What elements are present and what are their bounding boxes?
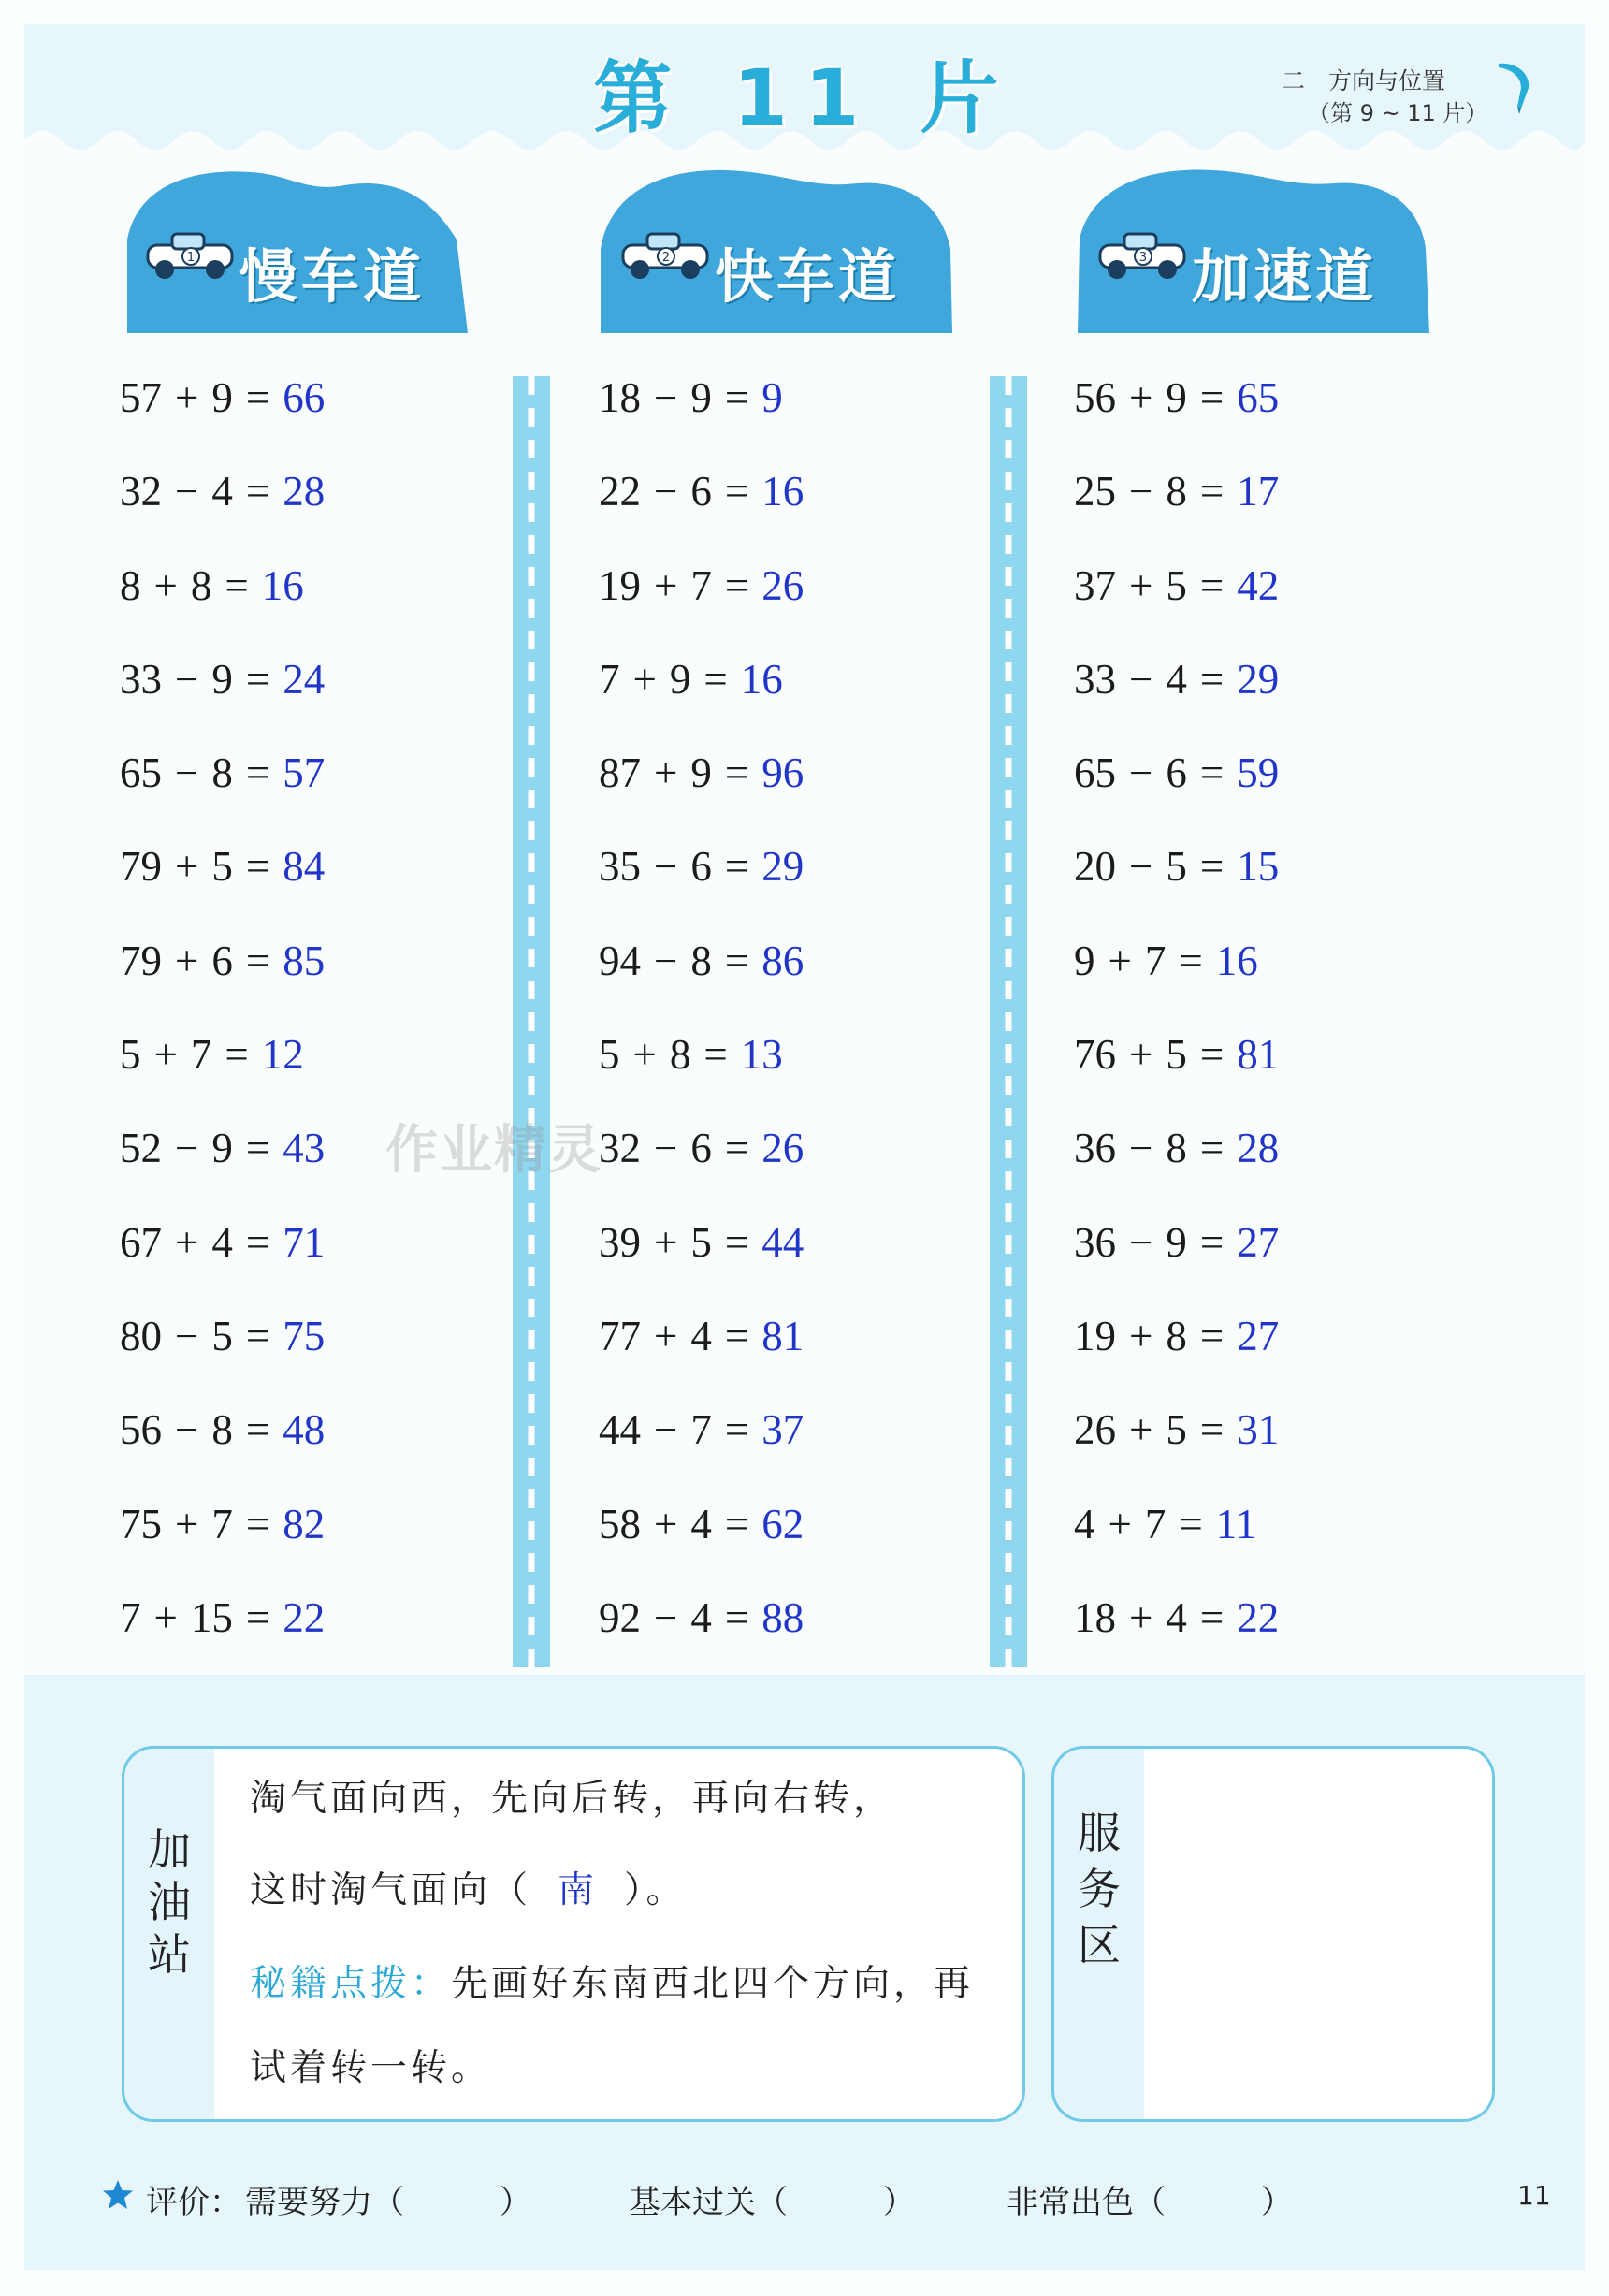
equation-row [599,1496,879,1590]
operator: − [654,374,678,421]
operand-a: 7 [599,655,620,703]
operand-a: 76 [1074,1031,1116,1079]
operand-a: 36 [1074,1218,1116,1266]
answer-value: 26 [761,1125,804,1172]
operand-b: 15 [190,1593,233,1641]
operator: − [175,749,199,797]
operator: + [654,1500,678,1548]
problem-column-slow [120,370,400,1683]
operand-a: 94 [599,937,641,984]
operand-a: 5 [120,1031,141,1079]
operand-b: 4 [1166,655,1187,703]
operand-b: 8 [1166,1125,1187,1172]
operand-b: 6 [1166,749,1187,797]
equation-row [1074,463,1355,557]
operand-a: 87 [599,749,641,797]
equation-row [1074,651,1355,745]
operator: + [1129,561,1153,609]
answer-value: 26 [761,561,804,609]
operator: + [632,1031,657,1079]
operand-a: 26 [1074,1406,1116,1454]
equals-sign: = [724,374,749,421]
gas-station-label: 加油站 [148,1824,191,1980]
service-area-label: 服务区 [1078,1808,1121,1970]
answer-value: 15 [1237,843,1280,891]
equation-row [120,745,400,838]
operand-a: 80 [120,1312,162,1359]
operator: − [654,1125,678,1172]
operand-b: 5 [211,1312,233,1359]
operator: − [1129,749,1153,797]
equals-sign: = [245,1218,270,1266]
answer-value: 44 [761,1218,804,1266]
operator: − [1129,843,1153,891]
operator: + [1129,1031,1153,1079]
equation-row [599,370,879,463]
equals-sign: = [724,937,749,984]
answer-value: 43 [283,1125,326,1172]
answer-value: 75 [283,1312,326,1359]
operator: − [654,468,678,516]
answer-value: 88 [761,1593,804,1641]
operand-b: 9 [211,1125,233,1172]
equals-sign: = [724,1218,749,1266]
answer-value: 16 [1215,937,1258,984]
operator: + [1129,1406,1153,1454]
operator: − [1129,655,1153,703]
operand-b: 8 [669,1031,691,1079]
equation-row [120,1214,400,1308]
equation-row [1074,933,1355,1026]
operand-a: 19 [1074,1312,1116,1359]
equation-row [1074,1402,1355,1495]
answer-value: 82 [283,1500,326,1548]
lane-header-fast [595,165,960,333]
answer-value: 96 [761,749,804,797]
lane-title: 慢车道 [239,242,426,311]
operand-b: 7 [1144,1500,1167,1548]
equals-sign: = [245,1312,270,1359]
operand-b: 9 [211,655,233,703]
operator: + [632,655,657,703]
operand-a: 79 [120,843,162,891]
problem-column-fast [599,370,879,1683]
equals-sign: = [1199,374,1225,421]
equals-sign: = [1199,468,1225,516]
equals-sign: = [1199,1593,1225,1641]
operand-a: 79 [120,937,162,984]
answer-value: 27 [1237,1312,1280,1359]
car-number: 3 [1138,251,1148,265]
operand-b: 7 [211,1500,233,1548]
answer-value: 28 [1237,1125,1280,1172]
equation-row [120,1402,400,1495]
operand-a: 77 [599,1312,641,1359]
operator: − [654,1406,678,1454]
answer-value: 86 [761,937,804,984]
equals-sign: = [245,843,270,891]
equals-sign: = [245,374,270,421]
answer-value: 29 [1237,655,1280,703]
equals-sign: = [1179,1500,1203,1548]
equals-sign: = [245,1500,270,1548]
question-line-2 [250,1861,687,1913]
equation-row [599,1308,879,1402]
answer-value: 59 [1237,749,1280,797]
operator: − [1129,1125,1153,1172]
operand-a: 56 [120,1406,162,1454]
operator: + [153,1593,178,1641]
operand-b: 6 [211,937,233,984]
equals-sign: = [724,843,749,891]
operand-b: 5 [1166,843,1187,891]
equals-sign: = [724,1312,749,1359]
equals-sign: = [703,655,728,703]
operator: − [175,1406,199,1454]
operand-b: 8 [690,937,712,984]
equals-sign: = [1199,561,1225,609]
equals-sign: = [245,655,270,703]
mid-band [24,1675,1585,1727]
equation-row [1074,558,1355,651]
operand-a: 65 [1074,749,1116,797]
answer-value: 南 [558,1869,599,1911]
operand-b: 4 [690,1500,712,1548]
operand-a: 33 [120,655,162,703]
equation-row [1074,1120,1355,1213]
question-line-2-start: 这时淘气面向（ [250,1869,532,1911]
equals-sign: = [245,468,270,516]
equals-sign: = [225,561,249,609]
equals-sign: = [724,561,749,609]
operator: − [654,843,678,891]
operator: + [1108,1500,1132,1548]
operator: − [175,468,199,516]
operator: + [175,843,199,891]
tip-line-2: 试着转一转。 [250,2047,492,2089]
equation-row [120,838,400,932]
equation-row [1074,1590,1355,1683]
operator: + [175,374,199,421]
operator: + [175,1218,199,1266]
equation-row [120,1120,400,1213]
equation-row [120,558,400,651]
answer-value: 31 [1237,1406,1280,1454]
answer-value: 24 [283,655,326,703]
equals-sign: = [245,1593,270,1641]
section-range: （第 9 ~ 11 片） [1308,100,1488,126]
operand-a: 65 [120,749,162,797]
section-unit: 二 方向与位置 [1282,67,1446,94]
operand-a: 39 [599,1218,641,1266]
page-number: 11 [1517,2180,1551,2211]
equation-row [120,651,400,745]
rating-prefix: 评价： [146,2184,241,2221]
car-number: 2 [661,251,671,265]
operand-b: 6 [690,1125,712,1172]
equation-row [599,558,879,651]
operand-b: 6 [690,843,712,891]
operand-b: 9 [690,374,712,421]
answer-value: 16 [740,655,783,703]
lane-title: 加速道 [1192,242,1378,311]
answer-value: 29 [761,843,804,891]
lane-header-slow [120,165,485,333]
equals-sign: = [245,1125,270,1172]
operand-b: 7 [690,1406,712,1454]
operator: − [175,1312,199,1359]
operand-a: 56 [1074,374,1116,421]
equals-sign: = [703,1031,728,1079]
equals-sign: = [225,1031,249,1079]
operator: + [654,561,678,609]
rating-needs-effort[interactable]: 需要努力（ ） [245,2184,531,2221]
operator: − [1129,1218,1153,1266]
rating-excellent[interactable]: 非常出色（ ） [1007,2184,1293,2221]
equals-sign: = [1199,843,1225,891]
equation-row [1074,1026,1355,1120]
gas-station-box [122,1746,1025,2122]
operator: − [654,1593,678,1641]
operator: + [654,749,678,797]
operand-b: 8 [211,749,233,797]
operand-b: 8 [211,1406,233,1454]
equation-row [120,1496,400,1590]
operator: − [175,655,199,703]
question-line-1: 淘气面向西，先向后转，再向右转， [250,1778,894,1820]
equals-sign: = [245,749,270,797]
lane-divider [990,376,1027,1667]
star-icon [101,2178,135,2212]
equation-row [120,1590,400,1683]
answer-value: 12 [261,1031,304,1079]
equation-row [1074,1496,1355,1590]
service-area-content [1144,1749,1492,2119]
equation-row [599,463,879,557]
operand-a: 33 [1074,655,1116,703]
operand-a: 9 [1074,937,1095,984]
equation-row [1074,370,1355,463]
operand-a: 18 [599,374,641,421]
equals-sign: = [1179,937,1203,984]
operand-a: 18 [1074,1593,1116,1641]
equation-row [599,1590,879,1683]
operator: + [153,1031,178,1079]
equals-sign: = [1199,1218,1225,1266]
tip-line-1 [250,1955,974,2007]
equation-row [120,370,400,463]
operator: + [654,1312,678,1359]
answer-value: 16 [761,468,804,516]
operator: + [1129,374,1153,421]
operand-b: 7 [690,561,712,609]
operand-b: 4 [211,1218,233,1266]
operand-b: 5 [690,1218,712,1266]
answer-value: 27 [1237,1218,1280,1266]
race-car-icon [614,226,717,283]
equals-sign: = [724,749,749,797]
equation-row [1074,1308,1355,1402]
equation-row [599,838,879,932]
equation-row [599,1120,879,1213]
operand-a: 75 [120,1500,162,1548]
answer-value: 42 [1237,561,1280,609]
answer-value: 81 [1237,1031,1280,1079]
section-info [1282,65,1544,129]
operand-a: 8 [120,561,141,609]
equation-row [1074,745,1355,838]
operator: − [654,937,678,984]
answer-value: 66 [283,374,326,421]
lane-header-accelerate [1072,165,1437,333]
rating-basic-pass[interactable]: 基本过关（ ） [629,2184,915,2221]
operand-b: 7 [1144,937,1167,984]
operand-b: 6 [690,468,712,516]
answer-value: 9 [761,374,783,421]
answer-value: 37 [761,1406,804,1454]
operator: + [1108,937,1132,984]
operand-a: 32 [599,1125,641,1172]
operand-b: 4 [211,468,233,516]
operand-b: 7 [190,1031,212,1079]
operand-b: 8 [1166,1312,1187,1359]
equation-row [120,1308,400,1402]
operand-b: 4 [1166,1593,1187,1641]
operand-a: 52 [120,1125,162,1172]
equals-sign: = [724,1593,749,1641]
operand-a: 35 [599,843,641,891]
operand-b: 5 [1166,1031,1187,1079]
operator: + [1129,1593,1153,1641]
answer-value: 16 [261,561,304,609]
equals-sign: = [724,1406,749,1454]
answer-value: 17 [1237,468,1280,516]
operand-b: 9 [669,655,691,703]
answer-value: 81 [761,1312,804,1359]
equals-sign: = [724,1125,749,1172]
operator: + [175,937,199,984]
equation-row [599,1402,879,1495]
car-number: 1 [186,251,196,265]
operand-a: 92 [599,1593,641,1641]
equation-row [120,1026,400,1120]
equation-row [120,933,400,1026]
equals-sign: = [245,1406,270,1454]
operator: − [1129,468,1153,516]
lane-divider [513,376,550,1667]
pen-icon [1493,60,1540,116]
answer-value: 57 [283,749,326,797]
operand-a: 20 [1074,843,1116,891]
equals-sign: = [1199,1406,1225,1454]
equals-sign: = [1199,1125,1225,1172]
equals-sign: = [1199,1031,1225,1079]
operand-a: 7 [120,1593,141,1641]
operand-b: 5 [1166,561,1187,609]
tip-label: 秘籍点拨： [250,1963,452,2005]
operand-a: 67 [120,1218,162,1266]
answer-value: 84 [283,843,326,891]
lane-title: 快车道 [715,242,901,311]
answer-value: 22 [1237,1593,1280,1641]
equals-sign: = [245,937,270,984]
operand-b: 4 [690,1593,712,1641]
operand-a: 32 [120,468,162,516]
service-area-box [1051,1746,1495,2122]
operator: + [654,1218,678,1266]
equation-row [599,1026,879,1120]
tip-text: 先画好东南西北四个方向，再 [451,1963,975,2005]
page-title: 第 11 片 [593,52,1016,144]
operand-a: 37 [1074,561,1116,609]
operand-a: 5 [599,1031,620,1079]
answer-value: 28 [283,468,326,516]
answer-value: 65 [1237,374,1280,421]
operand-b: 8 [1166,468,1187,516]
equals-sign: = [724,468,749,516]
equals-sign: = [1199,749,1225,797]
operator: + [175,1500,199,1548]
race-car-icon [138,226,241,283]
equation-row [599,651,879,745]
race-car-icon [1091,226,1194,283]
answer-value: 85 [283,937,326,984]
equation-row [120,463,400,557]
operand-b: 5 [211,843,233,891]
operand-b: 9 [1166,374,1187,421]
operand-b: 8 [190,561,212,609]
equals-sign: = [1199,655,1225,703]
operand-a: 58 [599,1500,641,1548]
operand-b: 5 [1166,1406,1187,1454]
question-line-2-end: ）。 [624,1869,687,1911]
operand-a: 25 [1074,468,1116,516]
operand-a: 22 [599,468,641,516]
operator: + [1129,1312,1153,1359]
operand-a: 44 [599,1406,641,1454]
equation-row [599,1214,879,1308]
operand-a: 36 [1074,1125,1116,1172]
operand-a: 57 [120,374,162,421]
problem-column-accelerate [1074,370,1355,1683]
operand-b: 9 [211,374,233,421]
answer-value: 13 [740,1031,783,1079]
equation-row [1074,1214,1355,1308]
operand-b: 9 [690,749,712,797]
operand-a: 4 [1074,1500,1095,1548]
equals-sign: = [1199,1312,1225,1359]
equation-row [1074,838,1355,932]
equation-row [599,745,879,838]
answer-value: 62 [761,1500,804,1548]
answer-value: 71 [283,1218,326,1266]
watermark: 作业精灵 [385,1120,602,1181]
equals-sign: = [724,1500,749,1548]
answer-value: 22 [283,1593,326,1641]
answer-value: 11 [1215,1500,1257,1548]
answer-value: 48 [283,1406,326,1454]
operand-a: 19 [599,561,641,609]
operand-b: 4 [690,1312,712,1359]
operator: + [153,561,178,609]
operand-b: 9 [1166,1218,1187,1266]
equation-row [599,933,879,1026]
operator: − [175,1125,199,1172]
